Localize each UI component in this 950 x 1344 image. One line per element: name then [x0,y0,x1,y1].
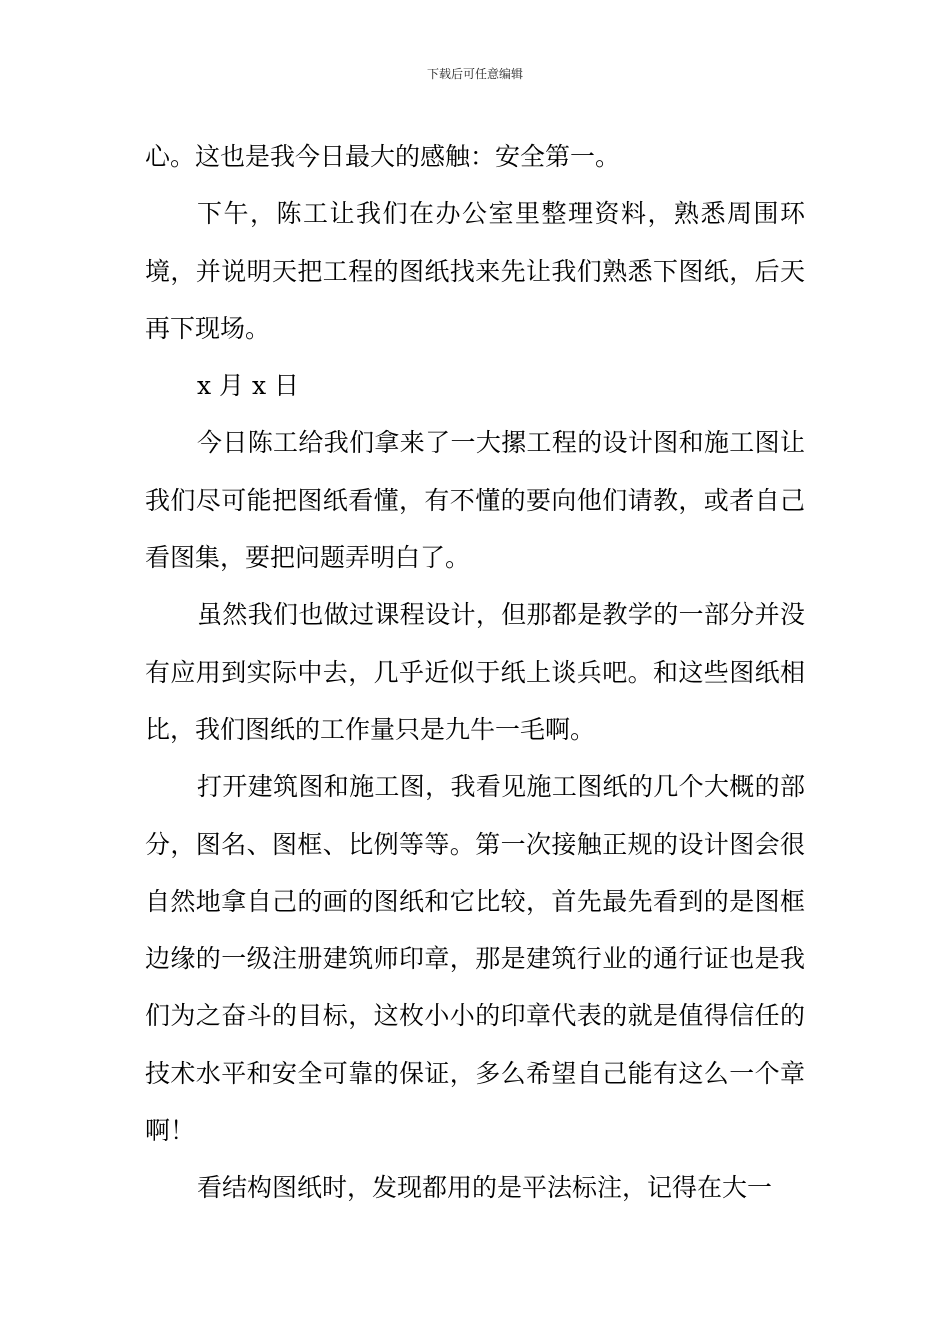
date-heading: x 月 x 日 [197,371,300,401]
paragraph: 下午，陈工让我们在办公室里整理资料，熟悉周围环境，并说明天把工程的图纸找来先让我们熟悉下图纸，后天再下现场。 [145,199,805,343]
document-body [145,128,805,1217]
paragraph: 心。这也是我今日最大的感触：安全第一。 [145,142,621,171]
paragraph: 打开建筑图和施工图，我看见施工图纸的几个大概的部分，图名、图框、比例等等。第一次接触正规的设计图会很自然地拿自己的画的图纸和它比较，首先最先看到的是图框边缘的一级注册建筑师印章，那是建筑行业的通行证也是我们为之奋斗的目标，这枚小小的印章代表的就是值得信任的技术水平和安全可靠的保证，多么希望自己能有这么一个章啊！ [145,772,805,1146]
paragraph: 看结构图纸时，发现都用的是平法标注，记得在大一 [197,1173,773,1203]
page-header: 下载后可任意编辑 [426,67,523,81]
paragraph: 今日陈工给我们拿来了一大摞工程的设计图和施工图让我们尽可能把图纸看懂，有不懂的要向他们请教，或者自己看图集，要把问题弄明白了。 [145,428,805,573]
paragraph: 虽然我们也做过课程设计，但那都是教学的一部分并没有应用到实际中去，几乎近似于纸上谈兵吧。和这些图纸相比，我们图纸的工作量只是九牛一毛啊。 [145,600,805,744]
